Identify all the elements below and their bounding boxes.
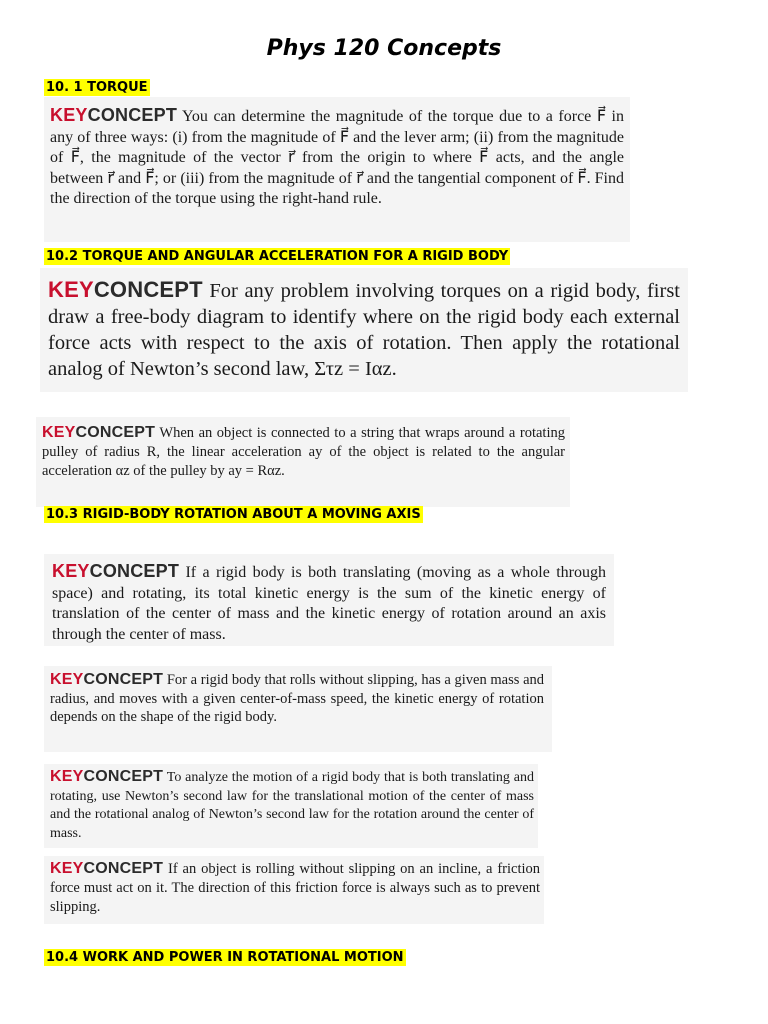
key-concept-text: KEYCONCEPT If an object is rolling without slipping on an incline, a friction force must act on it. The direction of this friction force is always such as to prevent slipping. xyxy=(50,860,541,915)
key-concept-text: KEYCONCEPT If a rigid body is both translating (moving as a whole through space) and rotating, its total kinetic energy is the sum of the kinetic energy of translation of the center of mass and the kinetic energy of rotation around an axis through the center of mass. xyxy=(52,561,607,643)
key-concept-box-6 xyxy=(44,764,538,848)
key-concept-text: KEYCONCEPT To analyze the motion of a rigid body that is both translating and rotating, use Newton’s second law for the translational motion of the center of mass and the rotational analog of Newton’s second law for the rotation around the center of mass. xyxy=(50,768,534,841)
key-concept-box-2 xyxy=(40,268,688,392)
key-concept-label: KEYCONCEPT xyxy=(42,424,156,441)
key-concept-text: KEYCONCEPT For any problem involving torques on a rigid body, first draw a free-body diagram to identify where on the rigid body each external force acts with respect to the axis of rotation. Then apply the rotational analog of Newton’s second law, Στz = Iαz. xyxy=(48,277,680,380)
key-concept-label: KEYCONCEPT xyxy=(48,277,203,302)
page-title: Phys 120 Concepts xyxy=(266,36,502,61)
key-concept-label: KEYCONCEPT xyxy=(52,561,180,581)
key-concept-box-1 xyxy=(44,97,630,242)
key-concept-box-5 xyxy=(44,666,552,752)
key-concept-text: KEYCONCEPT For a rigid body that rolls without slipping, has a given mass and radius, and moves with a given center-of-mass speed, the kinetic energy of rotation depends on the shape of the rigid body. xyxy=(50,671,545,725)
key-concept-box-4 xyxy=(44,554,614,646)
key-concept-label: KEYCONCEPT xyxy=(50,860,164,877)
key-concept-label: KEYCONCEPT xyxy=(50,768,164,785)
section-heading-10-2: 10.2 TORQUE AND ANGULAR ACCELERATION FOR A RIGID BODY xyxy=(46,249,509,264)
section-heading-10-4: 10.4 WORK AND POWER IN ROTATIONAL MOTION xyxy=(46,950,404,965)
section-heading-10-1: 10. 1 TORQUE xyxy=(46,80,148,95)
key-concept-box-7 xyxy=(44,856,544,924)
key-concept-box-3 xyxy=(36,417,570,507)
key-concept-text: KEYCONCEPT When an object is connected to a string that wraps around a rotating pulley of radius R, the linear acceleration ay of the object is related to the angular acceleration αz of the pulley by ay = Rαz. xyxy=(42,424,565,479)
section-heading-10-3: 10.3 RIGID-BODY ROTATION ABOUT A MOVING AXIS xyxy=(46,507,421,522)
key-concept-label: KEYCONCEPT xyxy=(50,671,164,688)
key-concept-label: KEYCONCEPT xyxy=(50,105,178,125)
key-concept-text: KEYCONCEPT You can determine the magnitude of the torque due to a force F⃗ in any of three ways: (i) from the magnitude of F⃗ and the lever arm; (ii) from the magnitude of F⃗, the magnitude of the vector r⃗ from the origin to where F⃗ acts, and the angle between r⃗ and F⃗; or (iii) from the magnitude of r⃗ and the tangential component of F⃗. Find the direction of the torque using the right-hand rule. xyxy=(50,105,624,207)
